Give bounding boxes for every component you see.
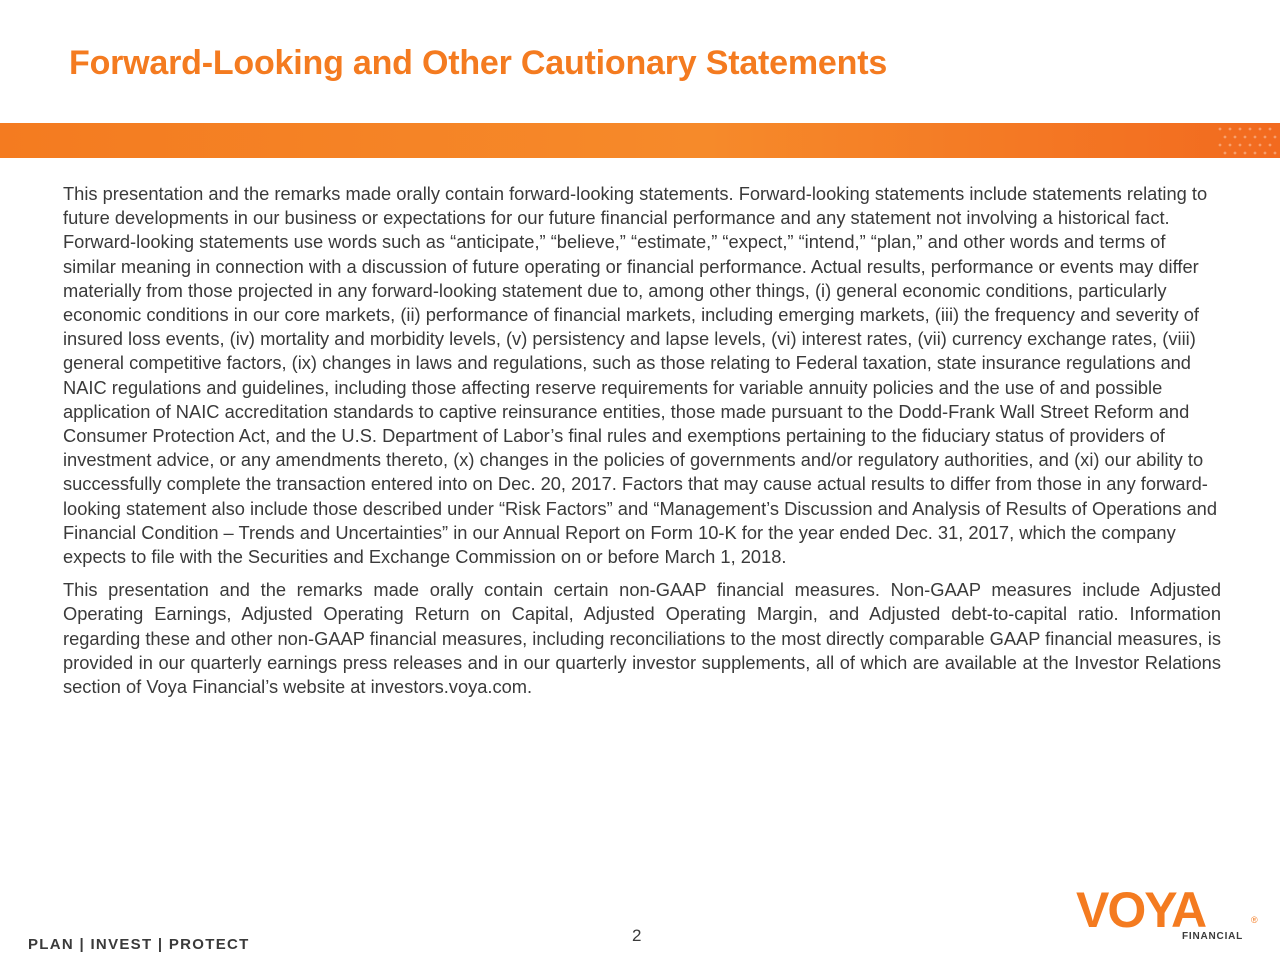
non-gaap-paragraph: This presentation and the remarks made orally contain certain non-GAAP financial measures. Non-GAAP measures include Adjusted Operating Earnings, Adjusted Operating Return on Capital, Adjusted Operating Margin, and Adjusted debt-to-capital ratio. Information regarding these and other non-GAAP financial measures, including reconciliations to the most directly comparable GAAP financial measures, is provided in our quarterly earnings press releases and in our quarterly investor supplements, all of which are available at the Investor Relations section of Voya Financial’s website at investors.voya.com. — [63, 579, 1221, 698]
voya-financial-logo — [1076, 882, 1262, 945]
forward-looking-paragraph: This presentation and the remarks made orally contain forward-looking statements. Forward-looking statements include statements relating to future developments in our business or expectations for our future financial performance and any statement not involving a historical fact. Forward-looking statements use words such as “anticipate,” “believe,” “estimate,” “expect,” “intend,” “plan,” and other words and terms of similar meaning in connection with a discussion of future operating or financial performance. Actual results, performance or events may differ materially from those projected in any forward-looking statement due to, among other things, (i) general economic conditions, particularly economic conditions in our core markets, (ii) performance of financial markets, including emerging markets, (iii) the frequency and severity of insured loss events, (iv) mortality and morbidity levels, (v) persistency and lapse levels, (vi) interest rates, (vii) currency exchange rates, (viii) general competitive factors, (ix) changes in laws and regulations, such as those relating to Federal taxation, state insurance regulations and NAIC regulations and guidelines, including those affecting reserve requirements for variable annuity policies and the use of and possible application of NAIC accreditation standards to captive reinsurance entities, those made pursuant to the Dodd-Frank Wall Street Reform and Consumer Protection Act, and the U.S. Department of Labor’s final rules and exemptions pertaining to the fiduciary status of providers of investment advice, or any amendments thereto, (x) changes in the policies of governments and/or regulatory authorities, and (xi) our ability to successfully complete the transaction entered into on Dec. 20, 2017. Factors that may cause actual results to differ from those in any forward-looking statement also include those described under “Risk Factors” and “Management’s Discussion and Analysis of Results of Operations and Financial Condition – Trends and Uncertainties” in our Annual Report on Form 10-K for the year ended Dec. 31, 2017, which the company expects to file with the Securities and Exchange Commission on or before March 1, 2018. — [63, 183, 1218, 568]
band-dot-pattern — [1210, 123, 1280, 158]
logo-wordmark: VOYA — [1076, 882, 1206, 938]
page-number: 2 — [632, 926, 642, 945]
logo-registered-mark: ® — [1251, 915, 1258, 925]
footer-tagline: PLAN | INVEST | PROTECT — [28, 936, 250, 953]
logo-subtext: FINANCIAL — [1182, 931, 1244, 942]
slide-title: Forward-Looking and Other Cautionary Statements — [69, 44, 888, 82]
header-band — [0, 123, 1280, 158]
body-text — [63, 182, 1221, 699]
